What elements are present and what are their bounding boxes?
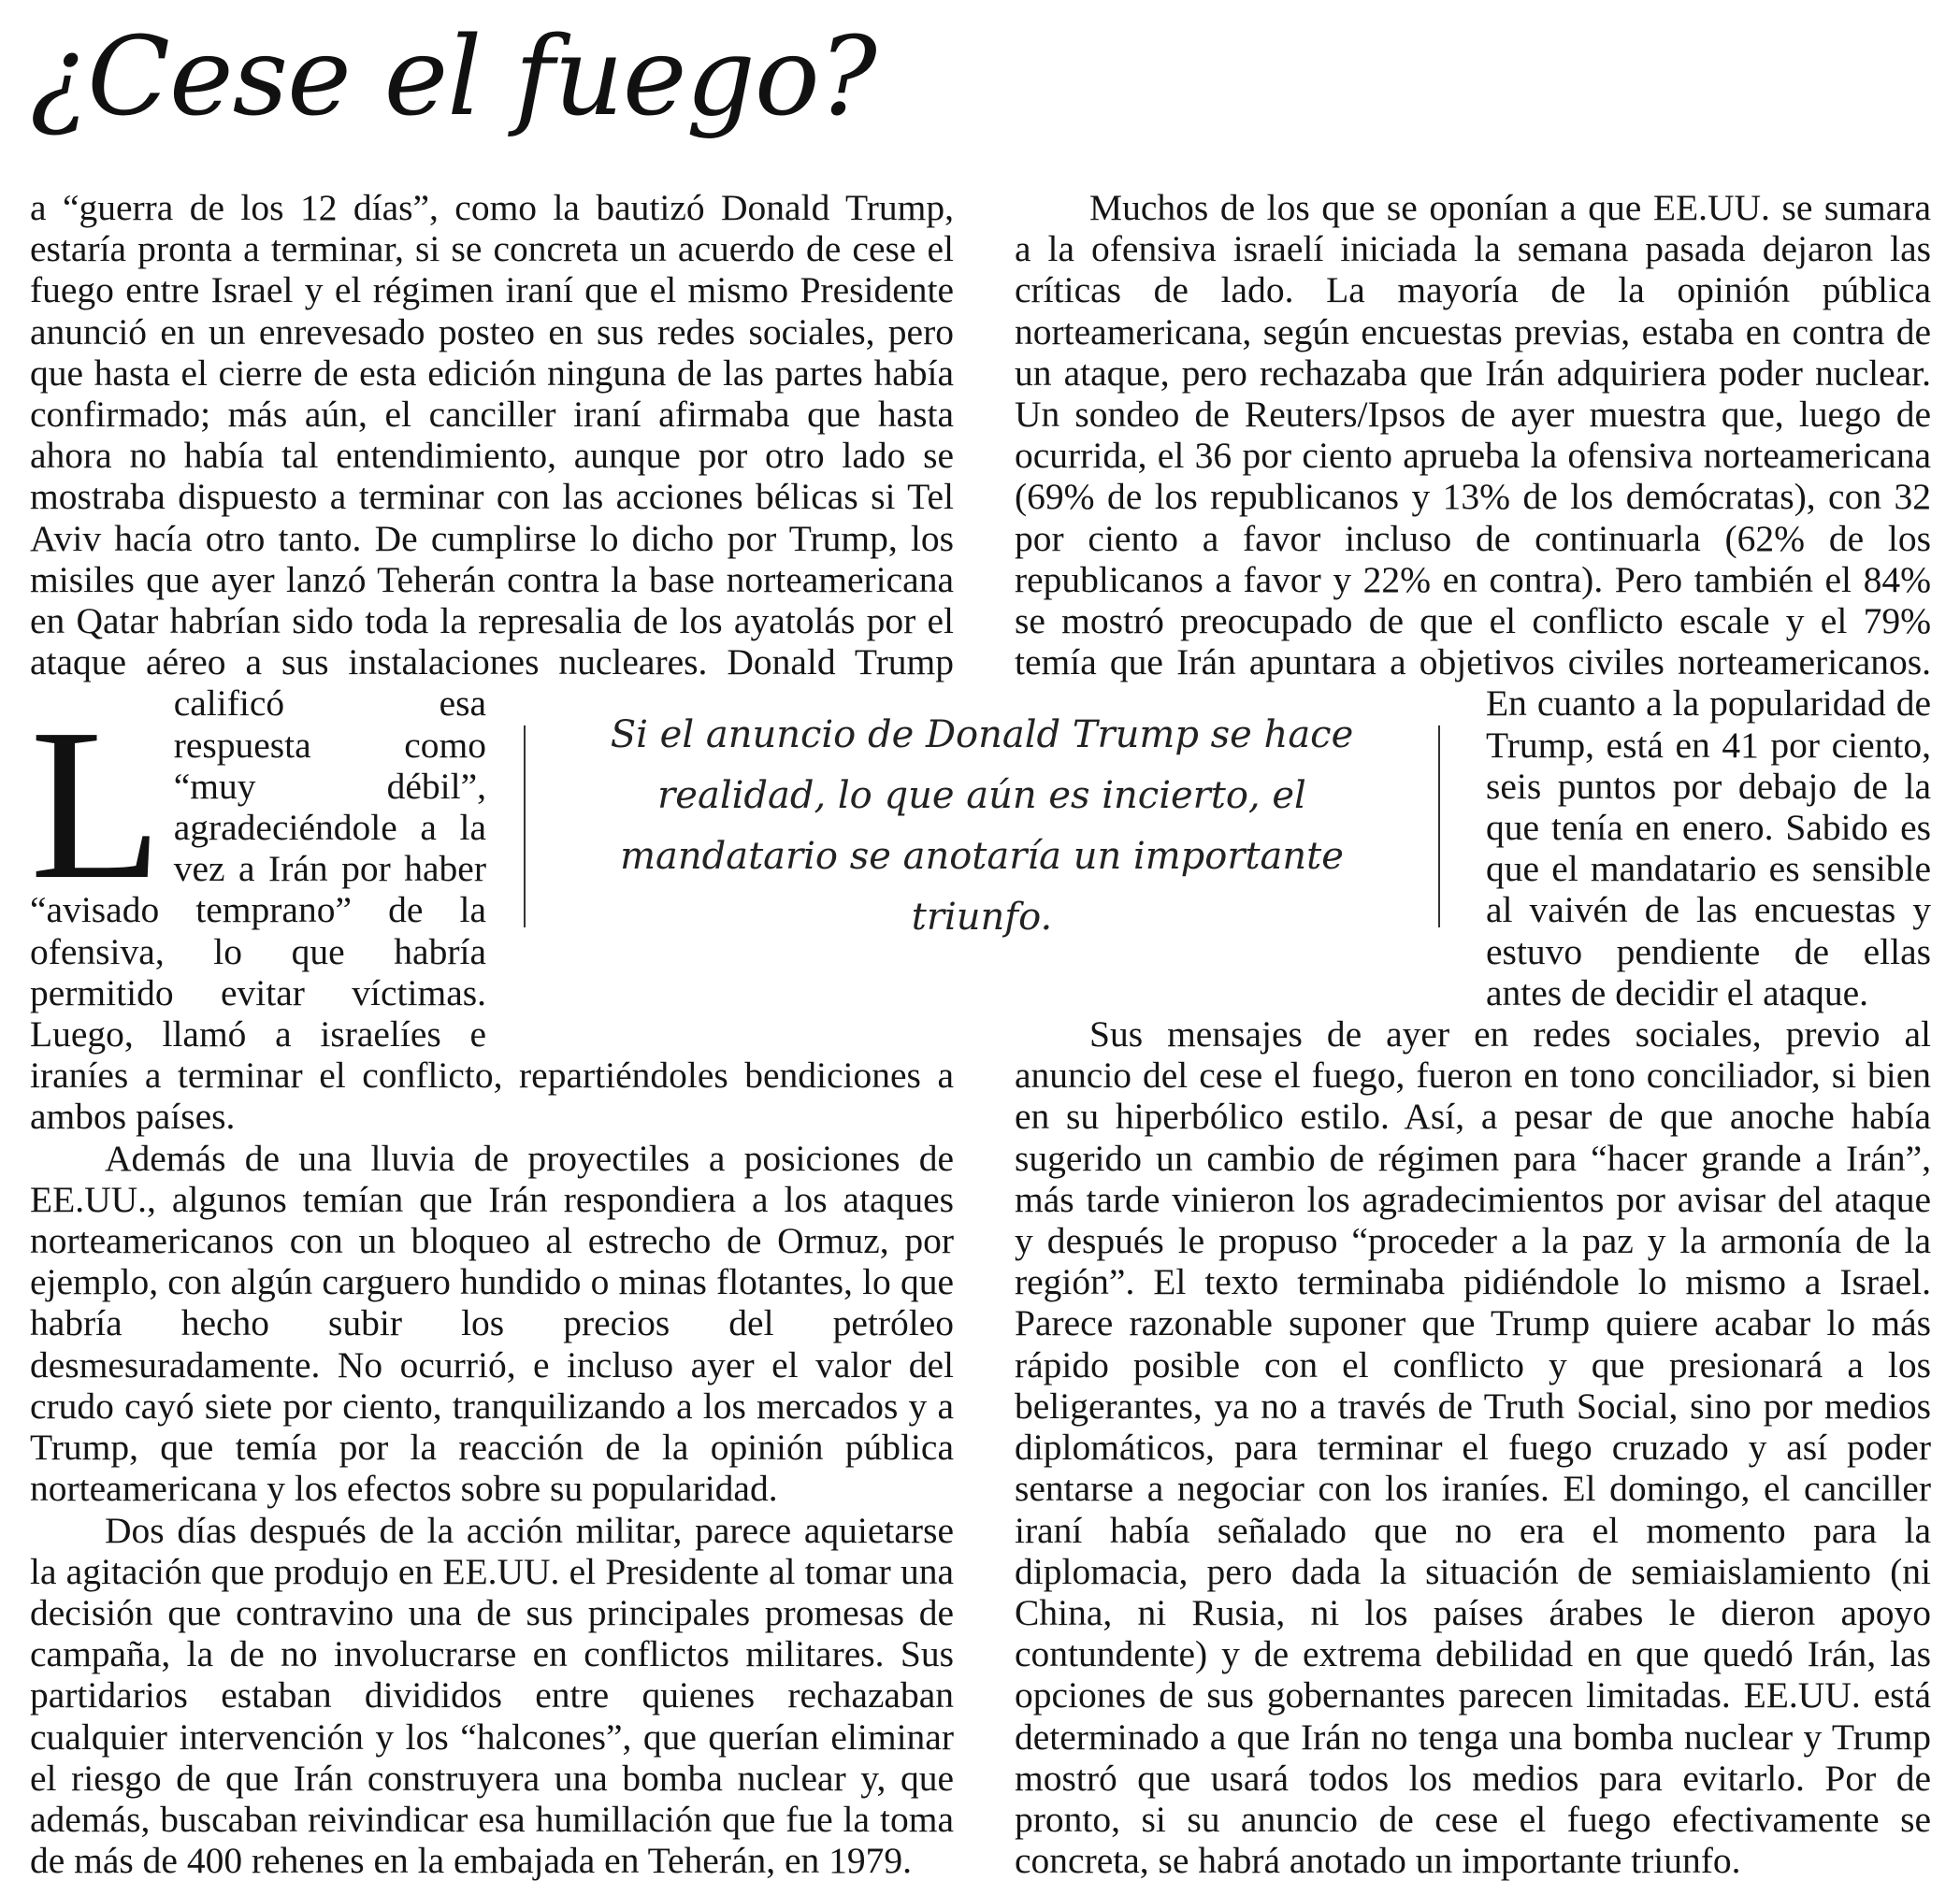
paragraph-5: Sus mensajes de ayer en redes sociales, previo al anuncio del cese el fuego, fueron en tono conciliador, si bien en su hiperbólico estilo. Así, a pesar de que anoche había sugerido un cambio de régimen para “hacer grande a Irán”, más tarde vinieron los agradecimientos por avisar del ataque y después le propuso “proceder a la paz y la armonía de la región”. El texto terminaba pidiéndole lo mismo a Israel. Parece razonable suponer que Trump quiere acabar lo más rápido posible con el conflicto y que presionará a los beligerantes, ya no a través de Truth Social, sino por medios diplomáticos, para terminar el fuego cruzado y así poder sentarse a negociar con los iraníes. El domingo, el canciller iraní había señalado que no era el momento para la diplomacia, pero dada la situación de semiaislamiento (ni China, ni Rusia, ni los países árabes le dieron apoyo contundente) y de extrema debilidad en que quedó Irán, las opciones de sus gobernantes parecen limitadas. EE.UU. está determinado a que Irán no tenga una bomba nuclear y Trump mostró que usará todos los medios para evitarlo. Por de pronto, si su anuncio de cese el fuego efectivamente se concreta, se habrá anotado un importante triunfo.: [1015, 1013, 1931, 1881]
pull-quote-text: Si el anuncio de Donald Trump se hace realidad, lo que aún es incierto, el mandatario se anotaría un importante triunfo.: [526, 705, 1438, 948]
article-column-left: [30, 187, 954, 1881]
pull-quote: [524, 725, 1440, 927]
article-column-right: [1015, 187, 1931, 1881]
headline: ¿Cese el fuego?: [30, 17, 876, 138]
paragraph-4: Muchos de los que se oponían a que EE.UU. se sumara a la ofensiva israelí iniciada la semana pasada dejaron las críticas de lado. La mayoría de la opinión pública norteamericana, según encuestas previas, estaba en contra de un ataque, pero rechazaba que Irán adquiriera poder nuclear. Un sondeo de Reuters/Ipsos de ayer muestra que, luego de ocurrida, el 36 por ciento aprueba la ofensiva norteamericana (69% de los republicanos y 13% de los demócratas), con 32 por ciento a favor incluso de continuarla (62% de los republicanos a favor y 22% en contra). Pero también el 84% se mostró preocupado de que el conflicto escale y el 79% temía que Irán apuntara a objetivos civiles norteamericanos. En cuanto a la popularidad de Trump, está en 41 por ciento, seis puntos por debajo de la que tenía en enero. Sabido es que el mandatario es sensible al vaivén de las encuestas y estuvo pendiente de ellas antes de decidir el ataque.: [1015, 187, 1931, 1013]
drop-cap: L: [30, 718, 163, 879]
paragraph-1: a “guerra de los 12 días”, como la bautizó Donald Trump, estaría pronta a terminar, si se concreta un acuerdo de cese el fuego entre Israel y el régimen iraní que el mismo Presidente anunció en un enrevesado posteo en sus redes sociales, pero que hasta el cierre de esta edición ninguna de las partes había confirmado; más aún, el canciller iraní afirmaba que hasta ahora no había tal entendimiento, aunque por otro lado se mostraba dispuesto a terminar con las acciones bélicas si Tel Aviv hacía otro tanto. De cumplirse lo dicho por Trump, los misiles que ayer lanzó Teherán contra la base norteamericana en Qatar habrían sido toda la represalia de los ayatolás por el ataque aéreo a sus instalaciones nucleares. Donald Trump calificó esa respuesta como “muy débil”, agradeciéndole a la vez a Irán por haber “avisado temprano” de la ofensiva, lo que habría permitido evitar víctimas. Luego, llamó a israelíes e iraníes a terminar el conflicto, repartiéndoles bendiciones a ambos países.: [30, 187, 954, 1138]
paragraph-3: Dos días después de la acción militar, parece aquietarse la agitación que produjo en EE.UU. el Presidente al tomar una decisión que contravino una de sus principales promesas de campaña, la de no involucrarse en conflictos militares. Sus partidarios estaban divididos entre quienes rechazaban cualquier intervención y los “halcones”, que querían eliminar el riesgo de que Irán construyera una bomba nuclear y, que además, buscaban reivindicar esa humillación que fue la toma de más de 400 rehenes en la embajada en Teherán, en 1979.: [30, 1510, 954, 1881]
paragraph-2: Además de una lluvia de proyectiles a posiciones de EE.UU., algunos temían que Irán respondiera a los ataques norteamericanos con un bloqueo al estrecho de Ormuz, por ejemplo, con algún carguero hundido o minas flotantes, lo que habría hecho subir los precios del petróleo desmesuradamente. No ocurrió, e incluso ayer el valor del crudo cayó siete por ciento, tranquilizando a los mercados y a Trump, que temía por la reacción de la opinión pública norteamericana y los efectos sobre su popularidad.: [30, 1138, 954, 1510]
